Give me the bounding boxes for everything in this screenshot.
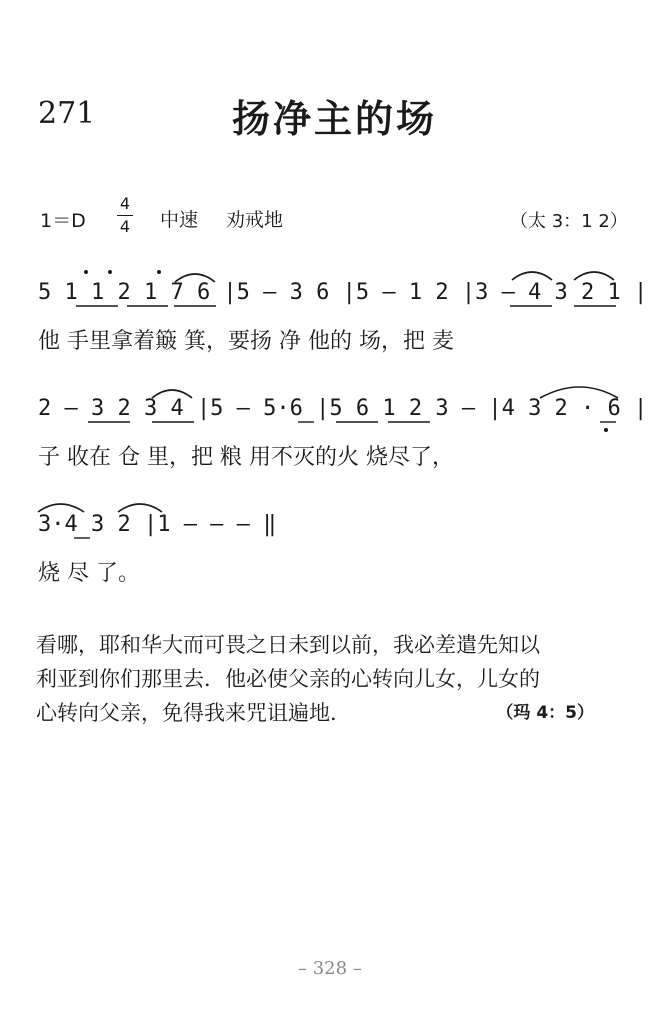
score-line-2-lyrics: 子 收在 仓 里，把 粮 用不灭的火 烧尽了， (38, 445, 454, 470)
scripture-reference: （太 3：1 2） (510, 211, 628, 232)
slur (118, 504, 162, 512)
octave-dot (157, 270, 161, 274)
meter-divider (117, 215, 133, 216)
hymn-title: 扬净主的场 (232, 96, 438, 141)
verse-line-1: 看哪，耶和华大而可畏之日未到以前，我必差遣先知以 (36, 633, 540, 657)
octave-dot (604, 428, 608, 432)
tempo-marking: 中速 (160, 209, 199, 231)
slur (38, 504, 84, 512)
slur-marks (38, 272, 618, 512)
hymn-number: 271 (38, 96, 96, 131)
score-line-2-notes: 2 – 3 2 3 4 |5 – 5·6 |5 6 1 2 3 – |4 3 2 · 6 | (38, 396, 648, 421)
octave-dot (108, 270, 112, 274)
slur (574, 272, 614, 280)
score-line-3-lyrics: 烧 尽 了。 (38, 561, 140, 586)
score-line-1-lyrics: 他 手里拿着簸 箕，要扬 净 他的 场，把 麦 (38, 329, 454, 354)
score-line-3-notes: 3·4 3 2 |1 – – – ‖ (38, 512, 277, 537)
verse-line-3: 心转向父亲，免得我来咒诅遍地． (36, 701, 351, 725)
meter-top: 4 (119, 194, 131, 213)
key-signature: 1＝D (40, 210, 86, 232)
score-line-1-notes: 5 1 1 2 1 7 6 |5 – 3 6 |5 – 1 2 |3 – 4 3 2 1 | (38, 280, 648, 305)
slur (512, 272, 552, 280)
expression-marking: 劝戒地 (226, 209, 284, 231)
octave-dot (84, 270, 88, 274)
meter-bottom: 4 (119, 217, 131, 236)
time-signature (117, 194, 133, 237)
scripture-verse (36, 628, 636, 730)
verse-citation: （玛 4：5） (496, 703, 594, 723)
verse-line-2: 利亚到你们那里去．他必使父亲的心转向儿女，儿女的 (36, 667, 540, 691)
page-number: – 328 – (298, 958, 362, 979)
